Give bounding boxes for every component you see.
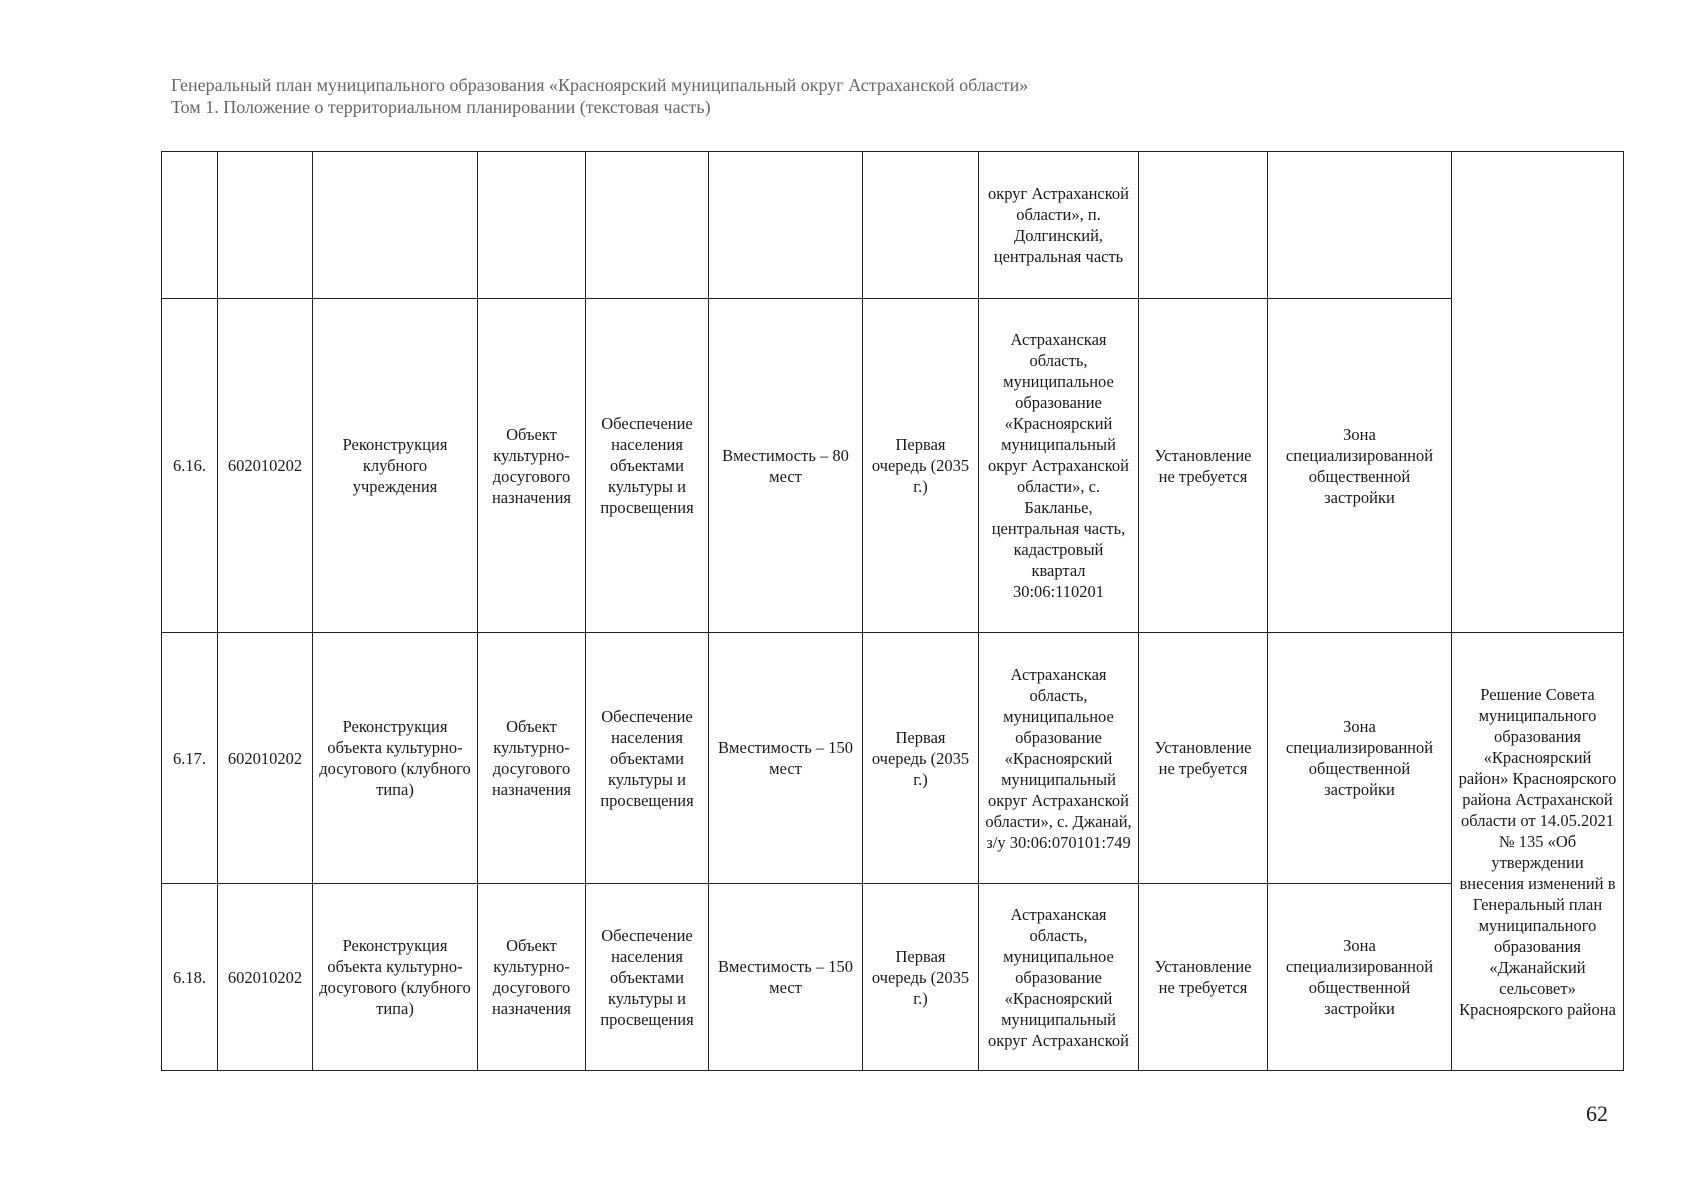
header-title-line: Генеральный план муниципального образования «Красноярский муниципальный округ Астраханской области» bbox=[171, 75, 1029, 95]
cell-type bbox=[478, 152, 586, 299]
cell-purpose: Обеспечение населения объектами культуры и просвещения bbox=[586, 633, 709, 884]
cell-stage bbox=[863, 152, 979, 299]
header-volume-line: Том 1. Положение о территориальном планировании (текстовая часть) bbox=[171, 97, 711, 117]
cell-name: Реконструкция объекта культурно-досугового (клубного типа) bbox=[313, 633, 478, 884]
cell-type: Объект культурно-досугового назначения bbox=[478, 299, 586, 633]
cell-location: Астраханская область, муниципальное образование «Красноярский муниципальный округ Астраханской bbox=[979, 884, 1139, 1071]
table-row bbox=[162, 884, 1624, 1071]
table-row bbox=[162, 299, 1624, 633]
cell-capacity: Вместимость – 150 мест bbox=[709, 633, 863, 884]
cell-name bbox=[313, 152, 478, 299]
cell-code bbox=[218, 152, 313, 299]
cell-type: Объект культурно-досугового назначения bbox=[478, 884, 586, 1071]
cell-zone-status: Установление не требуется bbox=[1139, 884, 1268, 1071]
cell-basis: Решение Совета муниципального образования «Красноярский район» Красноярского района Астраханской области от 14.05.2021 № 135 «Об утверждении внесения изменений в Генеральный план муниципального образования «Джанайский сельсовет» Красноярского района bbox=[1452, 633, 1624, 1071]
cell-number: 6.18. bbox=[162, 884, 218, 1071]
cell-stage: Первая очередь (2035 г.) bbox=[863, 633, 979, 884]
cell-code: 602010202 bbox=[218, 299, 313, 633]
cell-name: Реконструкция клубного учреждения bbox=[313, 299, 478, 633]
cell-code: 602010202 bbox=[218, 884, 313, 1071]
cell-purpose: Обеспечение населения объектами культуры и просвещения bbox=[586, 884, 709, 1071]
document-header bbox=[171, 74, 1028, 118]
cell-zone-status bbox=[1139, 152, 1268, 299]
page-number: 62 bbox=[1586, 1101, 1608, 1126]
cell-stage: Первая очередь (2035 г.) bbox=[863, 299, 979, 633]
cell-location: Астраханская область, муниципальное образование «Красноярский муниципальный округ Астраханской области», с. Джанай, з/у 30:06:070101:749 bbox=[979, 633, 1139, 884]
cell-location: округ Астраханской области», п. Долгинский, центральная часть bbox=[979, 152, 1139, 299]
cell-zone: Зона специализированной общественной застройки bbox=[1268, 299, 1452, 633]
cell-zone bbox=[1268, 152, 1452, 299]
cell-capacity: Вместимость – 150 мест bbox=[709, 884, 863, 1071]
cell-location: Астраханская область, муниципальное образование «Красноярский муниципальный округ Астраханской области», с. Бакланье, центральная часть, кадастровый квартал 30:06:110201 bbox=[979, 299, 1139, 633]
cell-name: Реконструкция объекта культурно-досугового (клубного типа) bbox=[313, 884, 478, 1071]
cell-number: 6.16. bbox=[162, 299, 218, 633]
planning-objects-table bbox=[161, 151, 1624, 1071]
cell-type: Объект культурно-досугового назначения bbox=[478, 633, 586, 884]
table-row bbox=[162, 633, 1624, 884]
cell-zone: Зона специализированной общественной застройки bbox=[1268, 633, 1452, 884]
cell-code: 602010202 bbox=[218, 633, 313, 884]
cell-capacity: Вместимость – 80 мест bbox=[709, 299, 863, 633]
cell-capacity bbox=[709, 152, 863, 299]
cell-number bbox=[162, 152, 218, 299]
cell-basis-empty bbox=[1452, 152, 1624, 633]
cell-zone: Зона специализированной общественной застройки bbox=[1268, 884, 1452, 1071]
cell-zone-status: Установление не требуется bbox=[1139, 299, 1268, 633]
table-row-continuation bbox=[162, 152, 1624, 299]
cell-purpose: Обеспечение населения объектами культуры и просвещения bbox=[586, 299, 709, 633]
cell-stage: Первая очередь (2035 г.) bbox=[863, 884, 979, 1071]
cell-number: 6.17. bbox=[162, 633, 218, 884]
cell-zone-status: Установление не требуется bbox=[1139, 633, 1268, 884]
cell-purpose bbox=[586, 152, 709, 299]
